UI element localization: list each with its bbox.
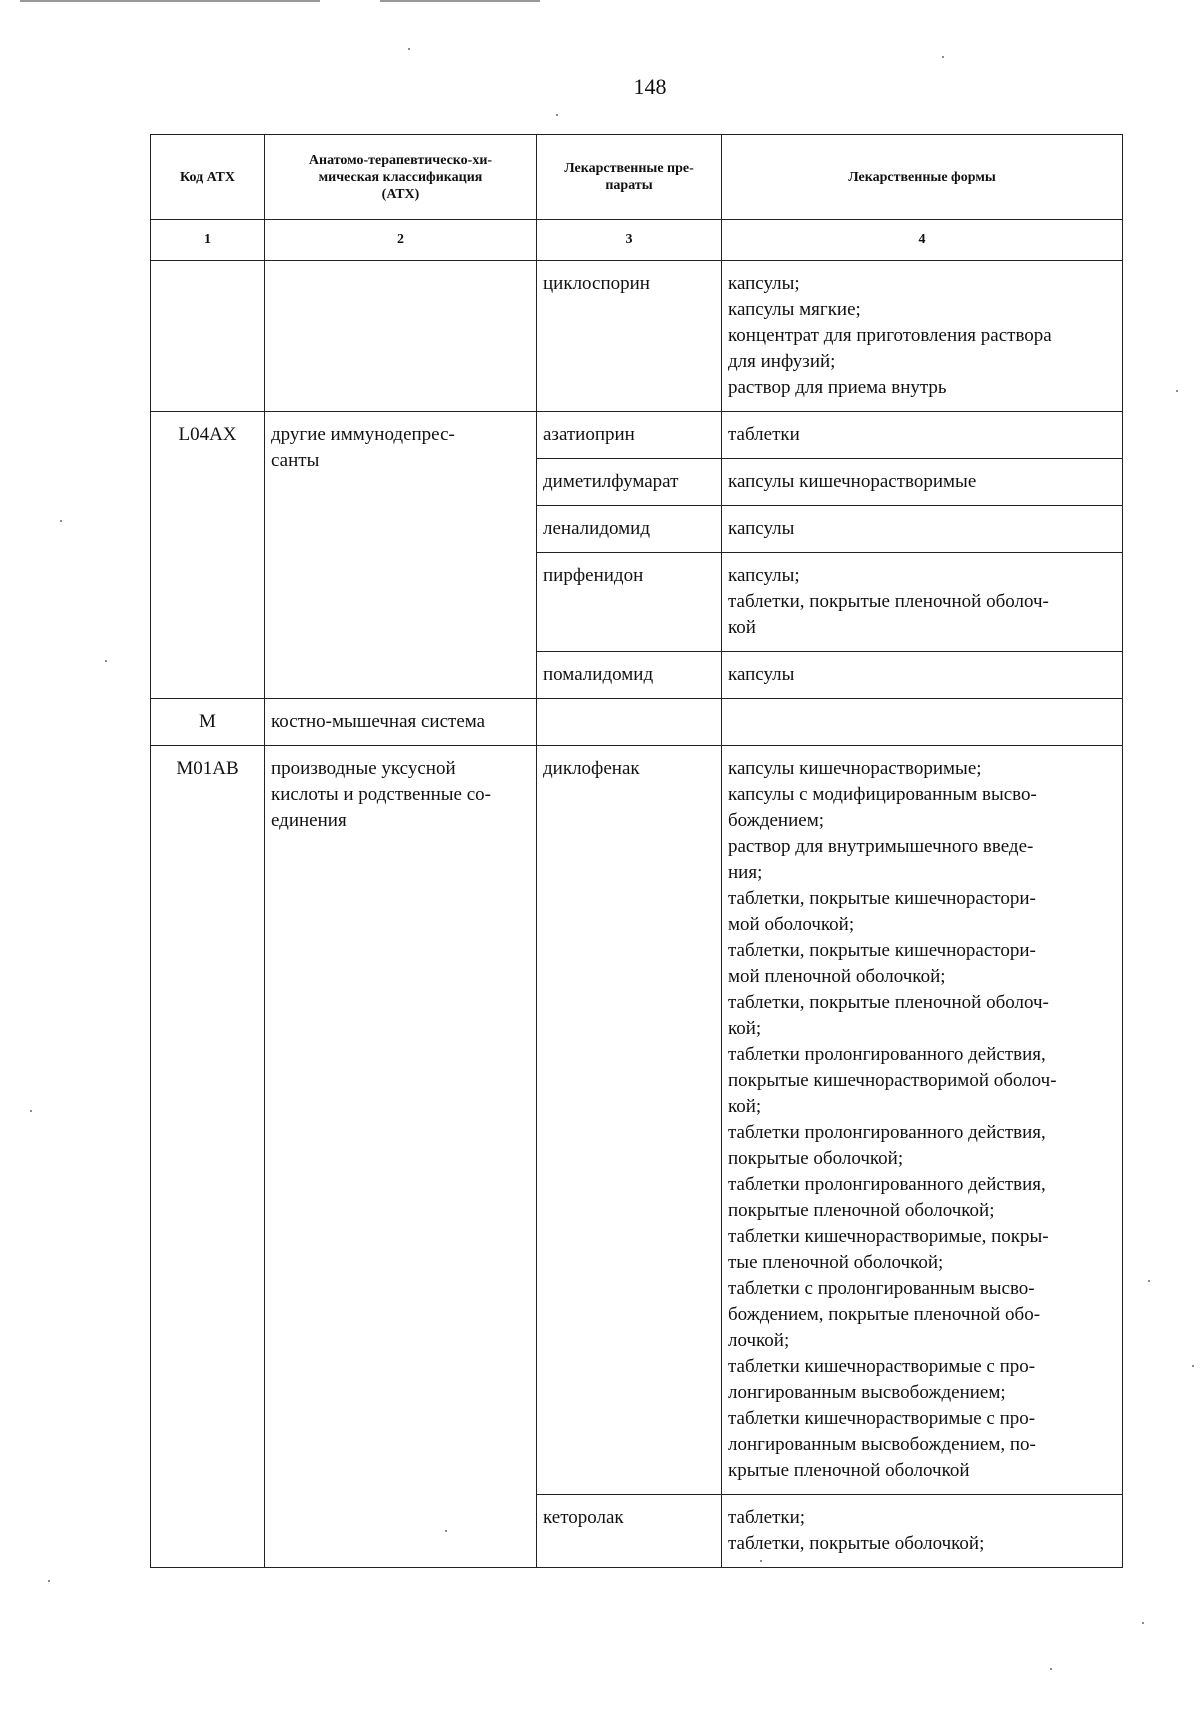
classification-text: кислоты и родственные со- [271, 784, 491, 805]
classification-text: производные уксусной [271, 758, 456, 779]
column-number: 4 [722, 220, 1123, 261]
atx-code-cell [151, 699, 265, 746]
dosage-form-line: таблетки, покрытые пленочной оболоч- [728, 591, 1049, 612]
dosage-form-line: покрытые кишечнорастворимой оболоч- [728, 1070, 1057, 1091]
scan-speck [1148, 1280, 1150, 1282]
classification-cell [265, 412, 537, 699]
header-text: Код АТХ [180, 169, 235, 185]
drug-name: азатиоприн [543, 424, 635, 445]
classification-text: санты [271, 450, 320, 471]
dosage-form-line: капсулы [728, 664, 795, 685]
table-row [151, 699, 1123, 746]
drug-name-cell [537, 506, 722, 553]
dosage-form-line: кой; [728, 1018, 762, 1039]
drug-name: леналидомид [543, 518, 650, 539]
dosage-form-line: таблетки пролонгированного действия, [728, 1174, 1046, 1195]
table-row [151, 412, 1123, 459]
dosage-forms-cell [722, 412, 1123, 459]
scan-speck [30, 1110, 32, 1112]
dosage-form-line: раствор для внутримышечного введе- [728, 836, 1034, 857]
dosage-form-line: таблетки пролонгированного действия, [728, 1044, 1046, 1065]
drug-name-cell [537, 553, 722, 652]
header-code-atx [151, 135, 265, 220]
dosage-form-line: капсулы кишечнорастворимые; [728, 758, 982, 779]
atx-classification-table [150, 134, 1123, 1568]
drug-name-cell [537, 1495, 722, 1568]
classification-cell [265, 746, 537, 1568]
dosage-form-line: ния; [728, 862, 763, 883]
scan-speck [556, 114, 558, 116]
dosage-form-line: капсулы [728, 518, 795, 539]
atx-code: L04AX [178, 424, 237, 445]
dosage-form-line: таблетки, покрытые кишечнорастори- [728, 888, 1036, 909]
drug-name-cell [537, 412, 722, 459]
header-forms [722, 135, 1123, 220]
classification-text: единения [271, 810, 347, 831]
scan-speck [105, 660, 107, 662]
drug-name: пирфенидон [543, 565, 644, 586]
drug-name: диметилфумарат [543, 471, 679, 492]
scan-speck [1176, 390, 1178, 392]
drug-name: кеторолак [543, 1507, 624, 1528]
dosage-form-line: таблетки [728, 424, 800, 445]
dosage-forms-cell [722, 506, 1123, 553]
dosage-form-line: для инфузий; [728, 351, 836, 372]
scan-speck [1142, 1622, 1144, 1624]
dosage-form-line: капсулы; [728, 565, 800, 586]
dosage-form-line: таблетки пролонгированного действия, [728, 1122, 1046, 1143]
dosage-form-line: капсулы мягкие; [728, 299, 861, 320]
dosage-form-line: бождением, покрытые пленочной обо- [728, 1304, 1041, 1325]
dosage-form-line: капсулы; [728, 273, 800, 294]
column-number: 2 [265, 220, 537, 261]
dosage-form-line: раствор для приема внутрь [728, 377, 947, 398]
column-number: 1 [151, 220, 265, 261]
atx-code: M [199, 711, 216, 732]
header-classification [265, 135, 537, 220]
dosage-form-line: лонгированным высвобождением; [728, 1382, 1006, 1403]
scan-speck [1192, 1365, 1194, 1367]
drug-name-cell [537, 459, 722, 506]
dosage-form-line: капсулы кишечнорастворимые [728, 471, 977, 492]
classification-text: другие иммунодепрес- [271, 424, 455, 445]
dosage-form-line: мой пленочной оболочкой; [728, 966, 946, 987]
dosage-form-line: кой; [728, 1096, 762, 1117]
classification-text: костно-мышечная система [271, 711, 486, 732]
table-row [151, 746, 1123, 1495]
table-body [151, 261, 1123, 1568]
page-number: 148 [633, 74, 667, 99]
dosage-form-line: таблетки кишечнорастворимые с про- [728, 1408, 1036, 1429]
drug-name-cell [537, 746, 722, 1495]
dosage-forms-cell [722, 261, 1123, 412]
dosage-form-line: концентрат для приготовления раствора [728, 325, 1052, 346]
classification-cell [265, 699, 537, 746]
classification-cell [265, 261, 537, 412]
dosage-form-line: покрытые пленочной оболочкой; [728, 1200, 995, 1221]
column-number-row [151, 220, 1123, 261]
dosage-form-line: кой [728, 617, 756, 638]
drug-name-cell [537, 699, 722, 746]
scan-speck [48, 1580, 50, 1582]
dosage-form-line: покрытые оболочкой; [728, 1148, 904, 1169]
dosage-form-line: таблетки; [728, 1507, 806, 1528]
scan-speck [408, 48, 410, 50]
scan-edge-line [380, 0, 540, 2]
atx-code: M01AB [176, 758, 239, 779]
dosage-forms-cell [722, 553, 1123, 652]
scan-speck [60, 520, 62, 522]
dosage-form-line: таблетки с пролонгированным высво- [728, 1278, 1035, 1299]
dosage-form-line: таблетки, покрытые кишечнорастори- [728, 940, 1036, 961]
dosage-form-line: крытые пленочной оболочкой [728, 1460, 970, 1481]
header-text: Лекарственные формы [848, 169, 996, 185]
drug-name-cell [537, 261, 722, 412]
scan-edge-line [20, 0, 320, 2]
drug-name-cell [537, 652, 722, 699]
scan-speck [1050, 1668, 1052, 1670]
drug-name: циклоспорин [543, 273, 650, 294]
dosage-form-line: таблетки, покрытые оболочкой; [728, 1533, 985, 1554]
dosage-form-line: бождением; [728, 810, 824, 831]
header-text: Анатомо-терапевтическо-хи- [308, 152, 493, 168]
dosage-form-line: лочкой; [728, 1330, 790, 1351]
column-number: 3 [537, 220, 722, 261]
dosage-form-line: тые пленочной оболочкой; [728, 1252, 944, 1273]
header-text: Лекарственные пре- [564, 161, 694, 176]
drug-name: помалидомид [543, 664, 654, 685]
header-text: параты [605, 178, 653, 193]
dosage-forms-cell [722, 699, 1123, 746]
dosage-forms-cell [722, 746, 1123, 1495]
header-text: (АТХ) [381, 186, 420, 202]
header-drugs [537, 135, 722, 220]
table-header-row [151, 135, 1123, 220]
atx-code-cell [151, 746, 265, 1568]
dosage-form-line: лонгированным высвобождением, по- [728, 1434, 1036, 1455]
dosage-form-line: капсулы с модифицированным высво- [728, 784, 1037, 805]
dosage-form-line: таблетки, покрытые пленочной оболоч- [728, 992, 1049, 1013]
dosage-form-line: таблетки кишечнорастворимые, покры- [728, 1226, 1049, 1247]
dosage-forms-cell [722, 1495, 1123, 1568]
dosage-forms-cell [722, 459, 1123, 506]
scan-speck [445, 1530, 447, 1532]
scan-speck [760, 1560, 762, 1562]
atx-code-cell [151, 261, 265, 412]
dosage-forms-cell [722, 652, 1123, 699]
table-row [151, 261, 1123, 412]
dosage-form-line: мой оболочкой; [728, 914, 855, 935]
dosage-form-line: таблетки кишечнорастворимые с про- [728, 1356, 1036, 1377]
atx-code-cell [151, 412, 265, 699]
drug-name: диклофенак [543, 758, 640, 779]
scan-speck [942, 56, 944, 58]
header-text: мическая классификация [318, 169, 483, 185]
